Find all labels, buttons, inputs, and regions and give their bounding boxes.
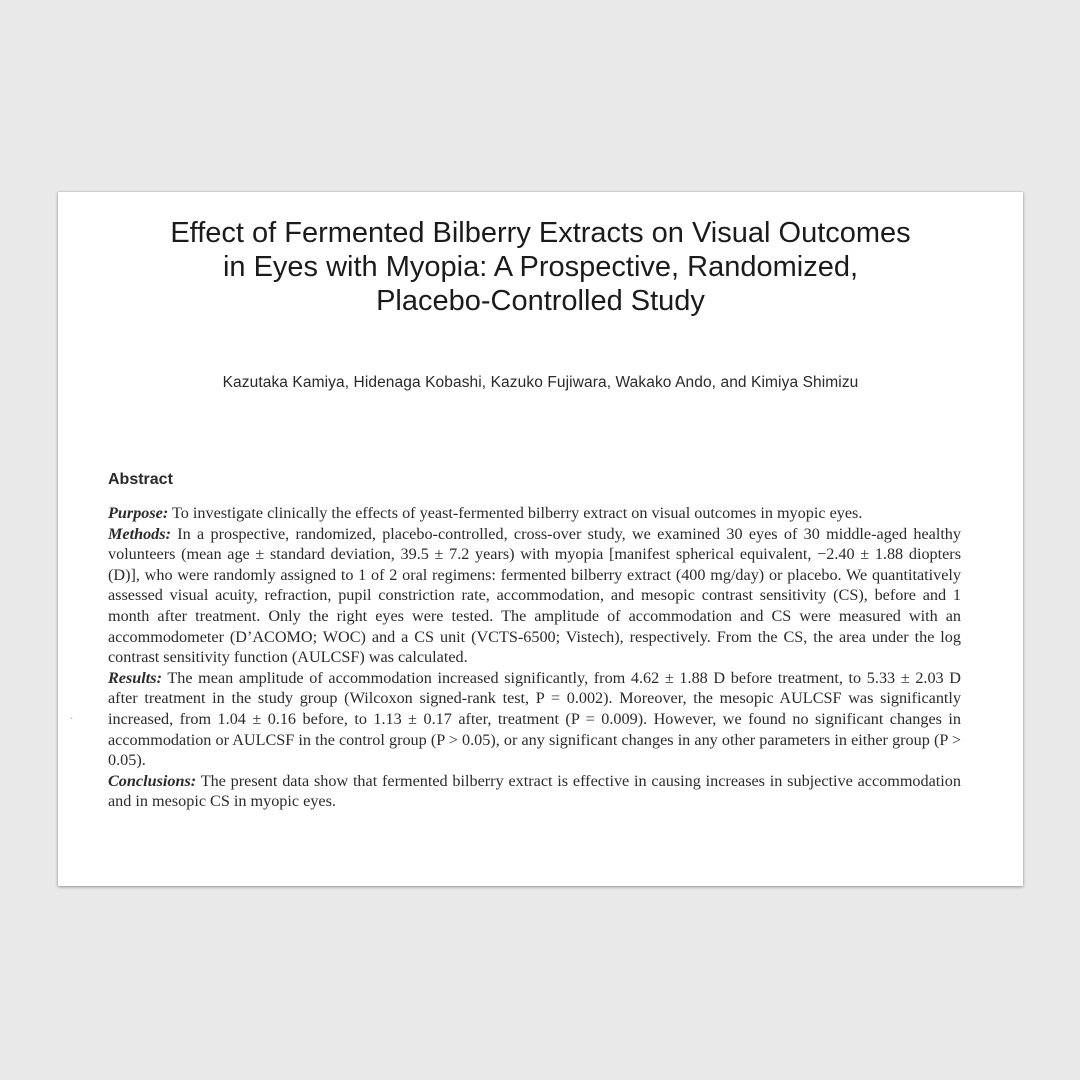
paper-title: [58, 216, 1023, 318]
title-line-1: Effect of Fermented Bilberry Extracts on Visual Outcomes: [170, 217, 911, 249]
methods-label: Methods:: [108, 524, 171, 543]
purpose-label: Purpose:: [108, 504, 169, 522]
methods-text: In a prospective, randomized, placebo-controlled, cross-over study, we examined 30 eyes of 30 middle-aged healthy volunteers (mean age ± standard deviation, 39.5 ± 7.2 years) with myopia [manifest spherical equivalent, −2.40 ± 1.88 diopters (D)], who were randomly assigned to 1 of 2 oral regimens: fermented bilberry extract (400 mg/day) or placebo. We quantitatively assessed visual acuity, refraction, pupil constriction rate, accommodation, and mesopic contrast sensitivity (CS), before and 1 month after treatment. Only the right eyes were tested. The amplitude of accommodation and CS were measured with an accommodometer (D’ACOMO; WOC) and a CS unit (VCTS-6500; Vistech), respectively. From the CS, the area under the log contrast sensitivity function (AULCSF) was calculated.: [108, 524, 961, 667]
conclusions-label: Conclusions:: [108, 771, 197, 790]
title-line-2: in Eyes with Myopia: A Prospective, Randomized,: [222, 251, 859, 283]
abstract-methods: [108, 524, 961, 668]
conclusions-text: The present data show that fermented bilberry extract is effective in causing increases in subjective accommodation and in mesopic CS in myopic eyes.: [108, 771, 961, 811]
abstract-purpose: [108, 503, 961, 524]
abstract-heading: Abstract: [108, 471, 173, 488]
purpose-text: To investigate clinically the effects of yeast-fermented bilberry extract on visual outcomes in myopic eyes.: [172, 504, 863, 522]
abstract-conclusions: [108, 771, 961, 812]
results-text: The mean amplitude of accommodation increased significantly, from 4.62 ± 1.88 D before treatment, to 5.33 ± 2.03 D after treatment in the study group (Wilcoxon signed-rank test, P = 0.002). Moreover, the mesopic AULCSF was significantly increased, from 1.04 ± 0.16 before, to 1.13 ± 0.17 after, treatment (P = 0.009). However, we found no significant changes in accommodation or AULCSF in the control group (P > 0.05), or any significant changes in any other parameters in either group (P > 0.05).: [108, 668, 961, 770]
abstract-results: [108, 668, 961, 771]
abstract-body: [108, 503, 961, 812]
results-label: Results:: [108, 668, 162, 687]
title-line-3: Placebo-Controlled Study: [376, 285, 705, 317]
author-list: Kazutaka Kamiya, Hidenaga Kobashi, Kazuko Fujiwara, Wakako Ando, and Kimiya Shimizu: [222, 374, 859, 391]
scan-speck: ·: [70, 714, 74, 725]
paper-sheet: [58, 192, 1023, 886]
